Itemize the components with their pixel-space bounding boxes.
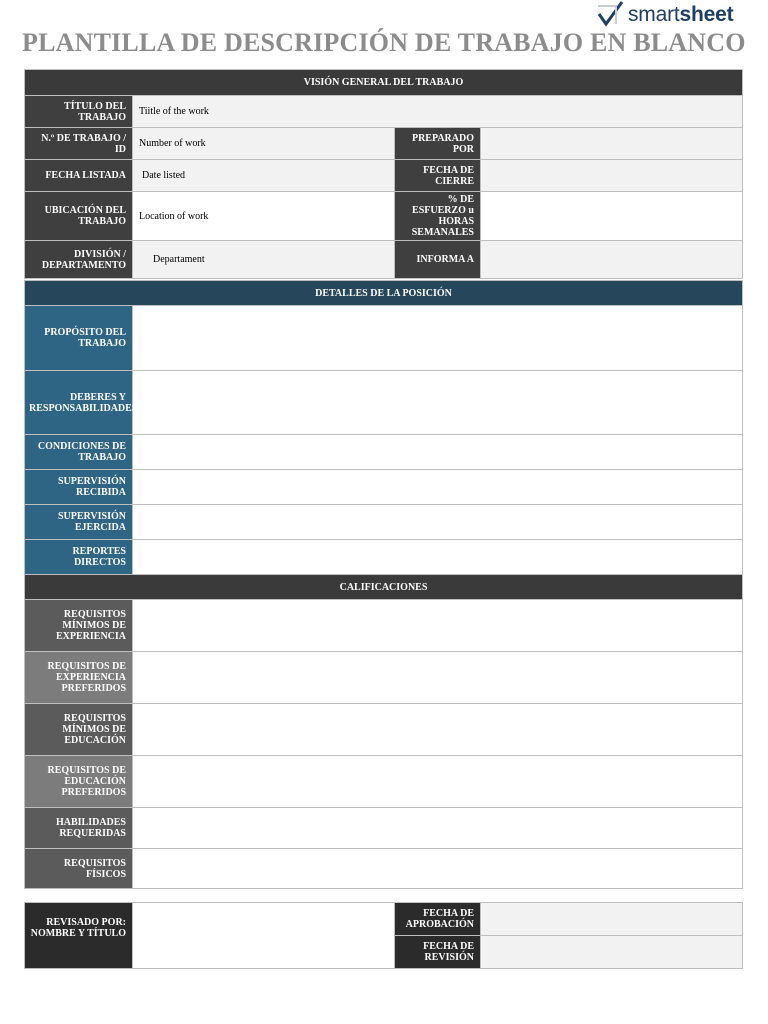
division-label: DIVISIÓN / DEPARTAMENTO: [25, 241, 133, 279]
brand-name: [628, 3, 733, 27]
preferred-education-field[interactable]: [133, 756, 743, 808]
required-skills-label: HABILIDADES REQUERIDAS: [25, 808, 133, 849]
min-education-field[interactable]: [133, 704, 743, 756]
reports-to-label: INFORMA A: [395, 241, 481, 279]
division-field[interactable]: Departament: [133, 241, 395, 279]
checkmark-logo-icon: [596, 0, 626, 30]
position-details-table: [24, 280, 743, 575]
revision-date-field[interactable]: [481, 936, 743, 969]
job-title-field[interactable]: Tiitle of the work: [133, 96, 743, 128]
physical-requirements-field[interactable]: [133, 849, 743, 889]
reports-to-field[interactable]: [481, 241, 743, 279]
preferred-experience-field[interactable]: [133, 652, 743, 704]
review-table: [24, 902, 743, 969]
preferred-experience-label: REQUISITOS DE EXPERIENCIA PREFERIDOS: [25, 652, 133, 704]
revision-date-label: FECHA DE REVISIÓN: [395, 936, 481, 969]
duties-label: DEBERES Y RESPONSABILIDADES: [25, 371, 133, 435]
job-overview-heading: VISIÓN GENERAL DEL TRABAJO: [25, 70, 743, 96]
supervision-exercised-label: SUPERVISIÓN EJERCIDA: [25, 505, 133, 540]
supervision-exercised-field[interactable]: [133, 505, 743, 540]
qualifications-table: [24, 574, 743, 889]
effort-label: % DE ESFUERZO u HORAS SEMANALES: [395, 192, 481, 241]
approval-date-field[interactable]: [481, 903, 743, 936]
reviewed-by-label: REVISADO POR: NOMBRE Y TÍTULO: [25, 903, 133, 969]
date-listed-label: FECHA LISTADA: [25, 160, 133, 192]
brand-name-light: smart: [628, 3, 680, 26]
closing-date-field[interactable]: [481, 160, 743, 192]
location-label: UBICACIÓN DEL TRABAJO: [25, 192, 133, 241]
job-purpose-field[interactable]: [133, 306, 743, 371]
job-purpose-label: PROPÓSITO DEL TRABAJO: [25, 306, 133, 371]
qualifications-heading: CALIFICACIONES: [25, 575, 743, 600]
supervision-received-field[interactable]: [133, 470, 743, 505]
smartsheet-logo: [596, 0, 756, 30]
required-skills-field[interactable]: [133, 808, 743, 849]
reviewed-by-field[interactable]: [133, 903, 395, 969]
location-field[interactable]: Location of work: [133, 192, 395, 241]
job-title-label: TÍTULO DEL TRABAJO: [25, 96, 133, 128]
duties-field[interactable]: [133, 371, 743, 435]
effort-field[interactable]: [481, 192, 743, 241]
prepared-by-field[interactable]: [481, 128, 743, 160]
min-experience-field[interactable]: [133, 600, 743, 652]
approval-date-label: FECHA DE APROBACIÓN: [395, 903, 481, 936]
closing-date-label: FECHA DE CIERRE: [395, 160, 481, 192]
min-education-label: REQUISITOS MÍNIMOS DE EDUCACIÓN: [25, 704, 133, 756]
direct-reports-label: REPORTES DIRECTOS: [25, 540, 133, 575]
min-experience-label: REQUISITOS MÍNIMOS DE EXPERIENCIA: [25, 600, 133, 652]
prepared-by-label: PREPARADO POR: [395, 128, 481, 160]
work-conditions-field[interactable]: [133, 435, 743, 470]
job-number-field[interactable]: Number of work: [133, 128, 395, 160]
work-conditions-label: CONDICIONES DE TRABAJO: [25, 435, 133, 470]
job-overview-table: [24, 69, 743, 279]
physical-requirements-label: REQUISITOS FÍSICOS: [25, 849, 133, 889]
brand-name-bold: sheet: [679, 3, 734, 26]
date-listed-field[interactable]: Date listed: [133, 160, 395, 192]
preferred-education-label: REQUISITOS DE EDUCACIÓN PREFERIDOS: [25, 756, 133, 808]
position-details-heading: DETALLES DE LA POSICIÓN: [25, 281, 743, 306]
direct-reports-field[interactable]: [133, 540, 743, 575]
job-number-label: N.º DE TRABAJO / ID: [25, 128, 133, 160]
supervision-received-label: SUPERVISIÓN RECIBIDA: [25, 470, 133, 505]
page-title: PLANTILLA DE DESCRIPCIÓN DE TRABAJO EN BLANCO: [22, 28, 746, 57]
